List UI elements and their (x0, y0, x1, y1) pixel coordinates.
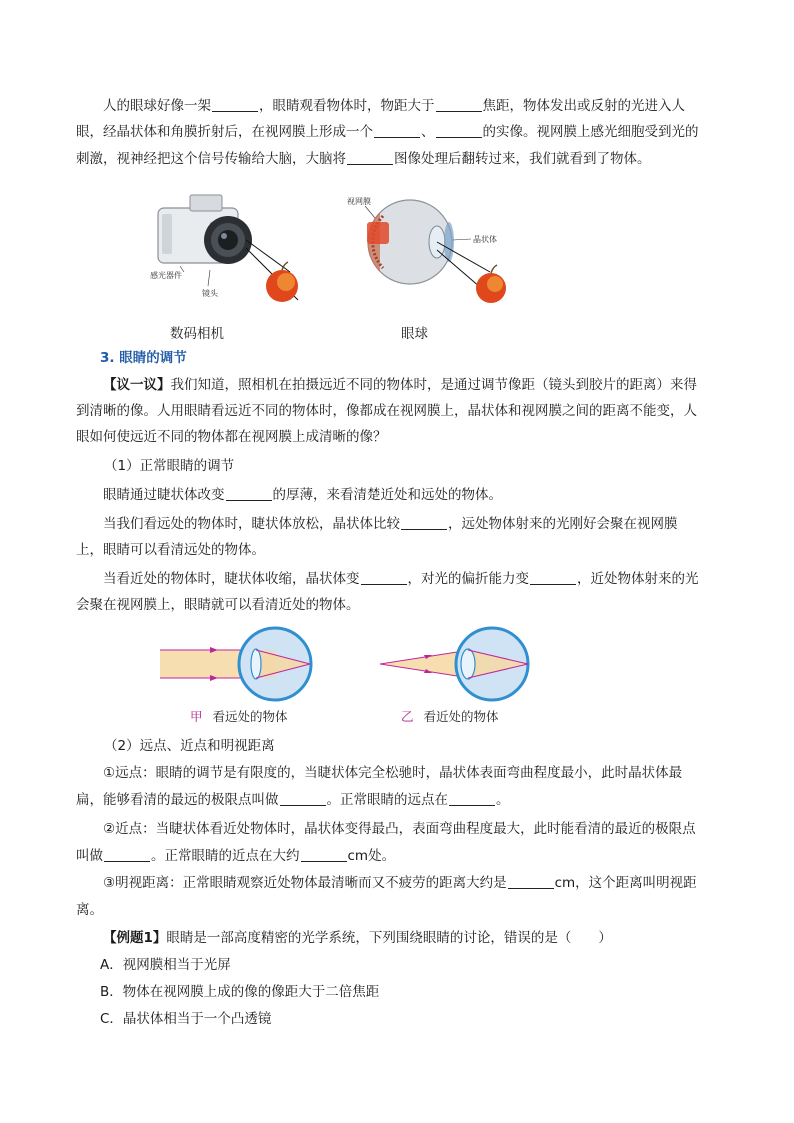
option-c[interactable]: C．晶状体相当于一个凸透镜 (100, 1011, 272, 1027)
far-point-line-1: ①远点：眼睛的调节是有限度的，当睫状体完全松驰时，晶状体表面弯曲程度最小，此时晶状体最 (103, 765, 683, 781)
near-point-line-2: 叫做 。正常眼睛的近点在大约 cm处。 (76, 848, 396, 864)
clear-vision-line-1: ③明视距离：正常眼睛观察近处物体最清晰而又不疲劳的距离大约是 cm，这个距离叫明视距 (103, 875, 697, 891)
answer-blank[interactable] (361, 570, 407, 585)
eye-far-diagram (160, 624, 320, 704)
sub1-paragraph-3: 当看近处的物体时，睫状体收缩，晶状体变 ，对光的偏折能力变 ，近处物体射来的光 (103, 571, 699, 587)
sub1-paragraph-1: 眼睛通过睫状体改变 的厚薄，来看清楚近处和远处的物体。 (103, 487, 502, 503)
near-point-line-1: ②近点：当睫状体看近处物体时，晶状体变得最凸，表面弯曲程度最大，此时能看清的最近的极限点 (103, 821, 696, 837)
discussion-line-1: 【议一议】我们知道，照相机在拍摄远近不同的物体时，是通过调节像距（镜头到胶片的距离）来得 (103, 377, 697, 393)
figure-caption-near: 乙 看近处的物体 (401, 709, 499, 724)
option-b[interactable]: B．物体在视网膜上成的像的像距大于二倍焦距 (100, 984, 380, 1000)
intro-line-3: 刺激，视神经把这个信号传输给大脑，大脑将 图像处理后翻转过来，我们就看到了物体。 (76, 151, 651, 167)
clear-vision-line-2: 离。 (76, 902, 103, 918)
answer-blank[interactable] (401, 515, 447, 530)
camera-illustration (150, 190, 310, 310)
eye-illustration (345, 192, 530, 310)
answer-blank[interactable] (212, 97, 258, 112)
intro-line-2: 眼，经晶状体和角膜折射后，在视网膜上形成一个 、 的实像。视网膜上感光细胞受到光的 (76, 124, 699, 140)
sub1-paragraph-3b: 会聚在视网膜上，眼睛就可以看清近处的物体。 (76, 597, 360, 613)
eye-label-retina: 视网膜 (347, 197, 371, 206)
eye-near-diagram (380, 624, 540, 704)
answer-blank[interactable] (280, 791, 326, 806)
eye-caption: 眼球 (401, 326, 428, 342)
answer-blank[interactable] (436, 97, 482, 112)
sub1-paragraph-2b: 上，眼睛可以看清远处的物体。 (76, 542, 265, 558)
subsection-1-title: （1）正常眼睛的调节 (104, 458, 235, 474)
intro-line-1: 人的眼球好像一架 ，眼睛观看物体时，物距大于 焦距，物体发出或反射的光进入人 (103, 98, 685, 114)
far-point-line-2: 扁，能够看清的最远的极限点叫做 。正常眼睛的远点在 。 (76, 792, 510, 808)
camera-label-sensor: 感光器件 (150, 271, 182, 280)
figure-caption-far: 甲 看远处的物体 (190, 709, 288, 724)
answer-blank[interactable] (104, 847, 150, 862)
discussion-line-2: 到清晰的像。人用眼睛看远近不同的物体时，像都成在视网膜上，晶状体和视网膜之间的距离不能变，人 (76, 403, 697, 419)
sub1-paragraph-2: 当我们看远处的物体时，睫状体放松，晶状体比较 ，远处物体射来的光刚好会聚在视网膜 (103, 516, 678, 532)
answer-blank[interactable] (347, 150, 393, 165)
example-question: 【例题1】眼睛是一部高度精密的光学系统，下列围绕眼睛的讨论，错误的是（ ） (103, 930, 612, 946)
discussion-line-3: 眼如何使远近不同的物体都在视网膜上成清晰的像？ (76, 429, 387, 445)
subsection-2-title: （2）远点、近点和明视距离 (104, 738, 275, 754)
eye-label-lens: 晶状体 (473, 235, 497, 244)
answer-blank[interactable] (508, 874, 554, 889)
answer-blank[interactable] (301, 847, 347, 862)
answer-blank[interactable] (449, 791, 495, 806)
option-a[interactable]: A．视网膜相当于光屏 (100, 957, 231, 973)
answer-blank[interactable] (530, 570, 576, 585)
section-heading: 3. 眼睛的调节 (100, 350, 187, 366)
answer-blank[interactable] (374, 123, 420, 138)
camera-caption: 数码相机 (170, 326, 224, 342)
camera-label-lens: 镜头 (202, 289, 218, 298)
answer-blank[interactable] (436, 123, 482, 138)
answer-blank[interactable] (226, 486, 272, 501)
